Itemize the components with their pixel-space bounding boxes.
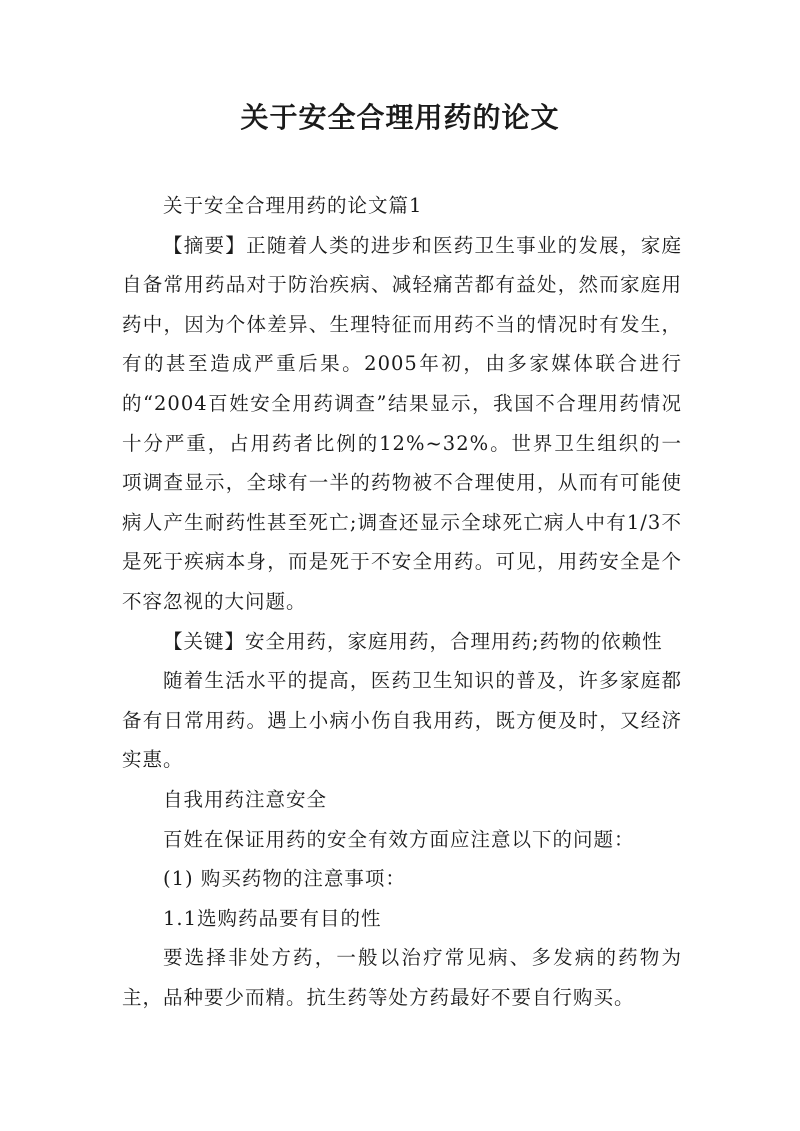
document-body: [122, 186, 682, 1017]
abstract-paragraph: 【摘要】正随着人类的进步和医药卫生事业的发展，家庭自备常用药品对于防治疾病、减轻痛苦都有益处，然而家庭用药中，因为个体差异、生理特征而用药不当的情况时有发生，有的甚至造成严重后果。2005年初，由多家媒体联合进行的“2004百姓安全用药调查”结果显示，我国不合理用药情况十分严重，占用药者比例的12%~32%。世界卫生组织的一项调查显示，全球有一半的药物被不合理使用，从而有可能使病人产生耐药性甚至死亡;调查还显示全球死亡病人中有1/3不是死于疾病本身，而是死于不安全用药。可见，用药安全是个不容忽视的大问题。: [122, 233, 682, 613]
paragraph-attention: 百姓在保证用药的安全有效方面应注意以下的问题：: [163, 827, 635, 851]
intro-paragraph: 随着生活水平的提高，医药卫生知识的普及，许多家庭都备有日常用药。遇上小病小伤自我用药，既方便及时，又经济实惠。: [122, 669, 682, 772]
list-item-purchase: (1) 购买药物的注意事项：: [163, 867, 406, 891]
paragraph-selection: 要选择非处方药，一般以治疗常见病、多发病的药物为主，品种要少而精。抗生药等处方药最好不要自行购买。: [122, 946, 682, 1009]
keywords-paragraph: 【关键】安全用药，家庭用药，合理用药;药物的依赖性: [163, 629, 663, 653]
subheading-self-medication: 自我用药注意安全: [163, 787, 328, 811]
document-title: 关于安全合理用药的论文: [240, 101, 560, 134]
section-heading: 关于安全合理用药的论文篇1: [163, 194, 423, 217]
subheading-selection: 1.1选购药品要有目的性: [163, 906, 382, 930]
